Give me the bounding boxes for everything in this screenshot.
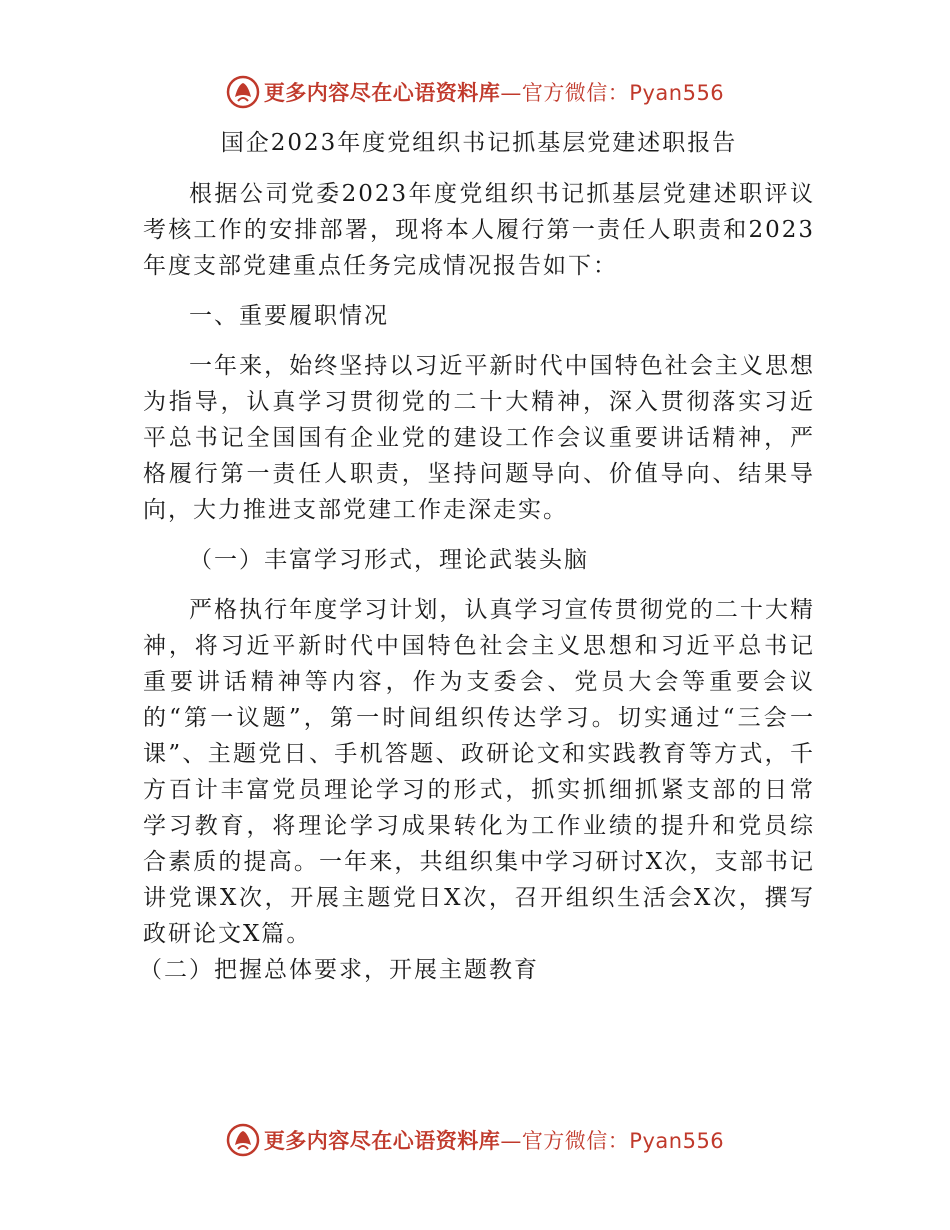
lotus-hand-logo-icon xyxy=(226,75,260,109)
subsection1-paragraph: 严格执行年度学习计划，认真学习宣传贯彻党的二十大精神，将习近平新时代中国特色社会主义思想和习近平总书记重要讲话精神等内容，作为支委会、党员大会等重要会议的“第一议题”，第一时间组织传达学习。切实通过“三会一课”、主题党日、手机答题、政研论文和实践教育等方式，千方百计丰富党员理论学习的形式，抓实抓细抓紧支部的日常学习教育，将理论学习成果转化为工作业绩的提升和党员综合素质的提高。一年来，共组织集中学习研讨X次，支部书记讲党课X次，开展主题党日X次，召开组织生活会X次，撰写政研论文X篇。 xyxy=(143,597,815,947)
watermark-brand-text: 更多内容尽在心语资料库 xyxy=(263,1129,501,1153)
watermark-banner-bottom xyxy=(0,1120,950,1160)
section1-heading: 一、重要履职情况 xyxy=(189,303,389,329)
intro-paragraph: 根据公司党委2023年度党组织书记抓基层党建述职评议考核工作的安排部署，现将本人履行第一责任人职责和2023年度支部党建重点任务完成情况报告如下： xyxy=(143,181,815,279)
watermark-official-text: —官方微信：Pyan556 xyxy=(500,1129,725,1153)
subsection1-heading: （一）丰富学习形式，理论武装头脑 xyxy=(189,547,589,573)
section1-paragraph: 一年来，始终坚持以习近平新时代中国特色社会主义思想为指导，认真学习贯彻党的二十大精神，深入贯彻落实习近平总书记全国国有企业党的建设工作会议重要讲话精神，严格履行第一责任人职责，坚持问题导向、价值导向、结果导向，大力推进支部党建工作走深走实。 xyxy=(143,353,815,523)
lotus-hand-logo-icon xyxy=(226,1123,260,1157)
subsection2-heading: （二）把握总体要求，开展主题教育 xyxy=(139,957,539,983)
watermark-brand-text: 更多内容尽在心语资料库 xyxy=(263,81,501,105)
watermark-official-text: —官方微信：Pyan556 xyxy=(500,81,725,105)
document-body xyxy=(139,120,815,988)
watermark-banner-top xyxy=(0,72,950,112)
document-title: 国企2023年度党组织书记抓基层党建述职报告 xyxy=(220,130,738,156)
